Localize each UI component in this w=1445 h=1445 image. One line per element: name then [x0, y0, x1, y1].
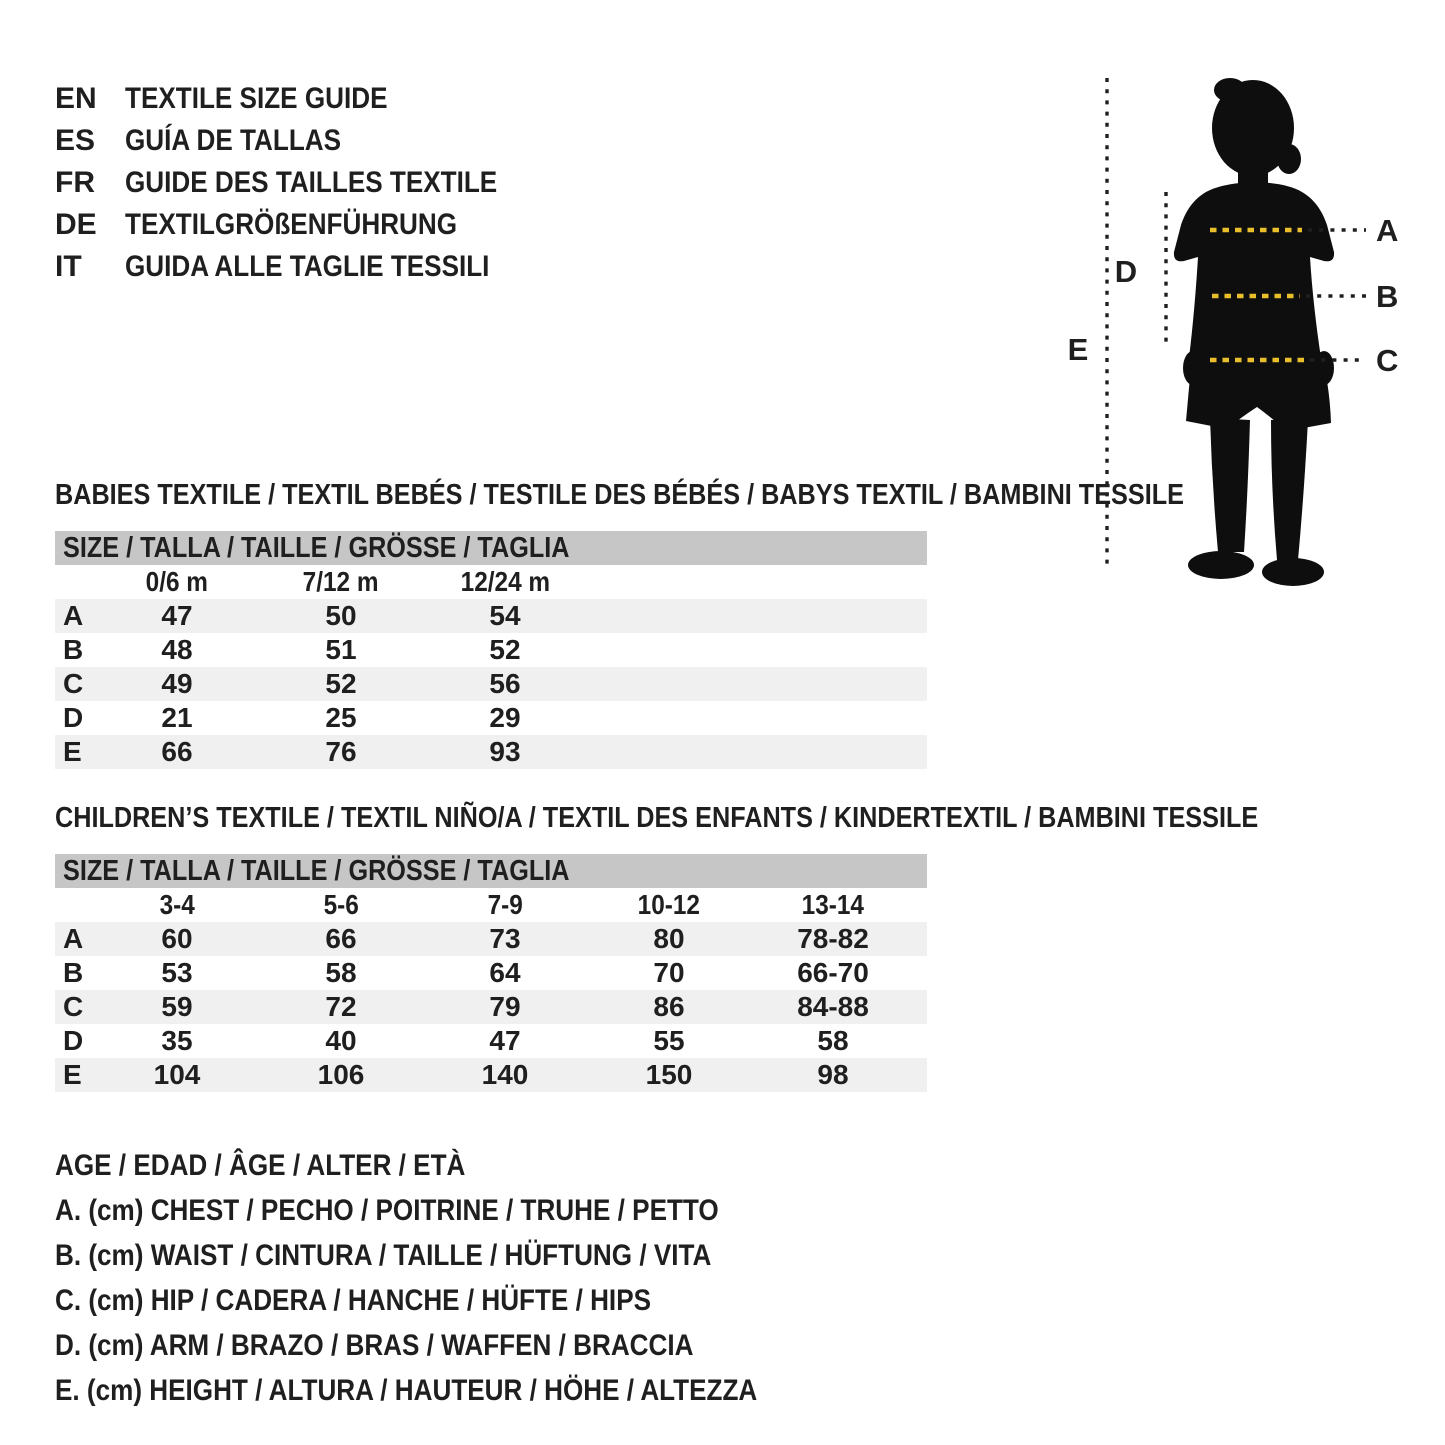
column-header: 13-14 — [801, 889, 865, 920]
waist-label: B — [1376, 279, 1399, 314]
cell: 106 — [317, 1059, 365, 1090]
cell: 140 — [481, 1059, 529, 1090]
row-label: E — [63, 736, 82, 767]
lang-title: TEXTILE SIZE GUIDE — [125, 82, 388, 115]
row-label: C — [63, 668, 84, 699]
cell: 49 — [161, 668, 193, 699]
children-size-table — [55, 854, 927, 1092]
legend-waist: B. (cm) WAIST / CINTURA / TAILLE / HÜFTUNG / VITA — [55, 1238, 712, 1272]
table-row — [55, 990, 927, 1024]
cell: 66 — [161, 736, 193, 767]
children-size-header-bar — [55, 854, 927, 888]
cell: 66 — [325, 923, 357, 954]
babies-size-header-bar — [55, 531, 927, 565]
table-row — [55, 667, 927, 701]
column-header: 5-6 — [323, 889, 359, 920]
cell: 52 — [489, 634, 521, 665]
cell: 29 — [489, 702, 521, 733]
table-row — [55, 701, 927, 735]
cell: 50 — [325, 600, 357, 631]
cell: 47 — [489, 1025, 521, 1056]
size-header-text: SIZE / TALLA / TAILLE / GRÖSSE / TAGLIA — [63, 854, 570, 887]
cell: 86 — [653, 991, 685, 1022]
legend-height: E. (cm) HEIGHT / ALTURA / HAUTEUR / HÖHE / ALTEZZA — [55, 1373, 758, 1407]
arm-label: D — [1114, 254, 1138, 289]
cell: 98 — [817, 1059, 849, 1090]
cell: 40 — [325, 1025, 357, 1056]
children-column-header-row — [55, 888, 927, 922]
column-header: 7/12 m — [303, 566, 379, 597]
row-label: B — [63, 634, 84, 665]
cell: 48 — [161, 634, 193, 665]
lang-code: FR — [55, 166, 95, 199]
cell: 52 — [325, 668, 357, 699]
table-row — [55, 633, 927, 667]
chest-label: A — [1376, 213, 1399, 248]
cell: 51 — [325, 634, 357, 665]
cell: 80 — [653, 923, 685, 954]
table-row — [55, 922, 927, 956]
cell: 35 — [161, 1025, 193, 1056]
table-row — [55, 1058, 927, 1092]
children-section-title — [55, 801, 1438, 835]
column-header: 3-4 — [159, 889, 195, 920]
table-row — [55, 735, 927, 769]
cell: 58 — [817, 1025, 849, 1056]
legend-chest: A. (cm) CHEST / PECHO / POITRINE / TRUHE / PETTO — [55, 1193, 719, 1227]
cell: 25 — [325, 702, 357, 733]
cell: 104 — [153, 1059, 201, 1090]
cell: 64 — [489, 957, 521, 988]
language-header — [55, 78, 553, 288]
measurement-legend — [55, 1143, 862, 1413]
lang-code: DE — [55, 208, 97, 241]
column-header: 0/6 m — [145, 566, 209, 597]
cell: 21 — [161, 702, 193, 733]
cell: 72 — [325, 991, 357, 1022]
row-label: D — [63, 1025, 84, 1056]
lang-title: TEXTILGRÖßENFÜHRUNG — [125, 208, 458, 241]
legend-hip: C. (cm) HIP / CADERA / HANCHE / HÜFTE / HIPS — [55, 1283, 652, 1317]
cell: 53 — [161, 957, 193, 988]
table-row — [55, 956, 927, 990]
babies-section-title — [55, 478, 1353, 512]
cell: 58 — [325, 957, 357, 988]
row-label: E — [63, 1059, 82, 1090]
cell: 84-88 — [797, 991, 869, 1022]
lang-row-de — [55, 204, 553, 246]
lang-title: GUÍA DE TALLAS — [125, 124, 342, 157]
row-label: D — [63, 702, 84, 733]
lang-row-fr — [55, 162, 553, 204]
row-label: B — [63, 957, 84, 988]
babies-section-title-text: BABIES TEXTILE / TEXTIL BEBÉS / TESTILE DES BÉBÉS / BABYS TEXTIL / BAMBINI TESSILE — [55, 478, 1184, 511]
lang-code: ES — [55, 124, 96, 157]
row-label: A — [63, 600, 84, 631]
table-row — [55, 1024, 927, 1058]
cell: 76 — [325, 736, 357, 767]
cell: 93 — [489, 736, 521, 767]
lang-row-it — [55, 246, 553, 288]
legend-age: AGE / EDAD / ÂGE / ALTER / ETÀ — [55, 1148, 466, 1182]
height-label: E — [1067, 332, 1089, 367]
lang-title: GUIDA ALLE TAGLIE TESSILI — [125, 250, 490, 283]
lang-title: GUIDE DES TAILLES TEXTILE — [125, 166, 498, 199]
cell: 55 — [653, 1025, 685, 1056]
cell: 66-70 — [797, 957, 869, 988]
column-header: 12/24 m — [460, 566, 550, 597]
cell: 70 — [653, 957, 685, 988]
lang-code: IT — [55, 250, 82, 283]
cell: 78-82 — [797, 923, 869, 954]
table-row — [55, 599, 927, 633]
cell: 59 — [161, 991, 193, 1022]
lang-row-es — [55, 120, 553, 162]
row-label: A — [63, 923, 84, 954]
children-section-title-text: CHILDREN’S TEXTILE / TEXTIL NIÑO/A / TEXTIL DES ENFANTS / KINDERTEXTIL / BAMBINI TESSILE — [55, 801, 1259, 834]
row-label: C — [63, 991, 84, 1022]
babies-column-header-row — [55, 565, 927, 599]
legend-arm: D. (cm) ARM / BRAZO / BRAS / WAFFEN / BRACCIA — [55, 1328, 694, 1362]
hip-label: C — [1376, 343, 1399, 378]
cell: 56 — [489, 668, 521, 699]
cell: 54 — [489, 600, 521, 631]
cell: 150 — [645, 1059, 693, 1090]
cell: 60 — [161, 923, 193, 954]
cell: 79 — [489, 991, 521, 1022]
lang-code: EN — [55, 82, 97, 115]
column-header: 10-12 — [637, 889, 701, 920]
cell: 47 — [161, 600, 193, 631]
lang-row-en — [55, 78, 553, 120]
cell: 73 — [489, 923, 521, 954]
column-header: 7-9 — [487, 889, 523, 920]
size-header-text: SIZE / TALLA / TAILLE / GRÖSSE / TAGLIA — [63, 531, 570, 564]
babies-size-table — [55, 531, 927, 769]
